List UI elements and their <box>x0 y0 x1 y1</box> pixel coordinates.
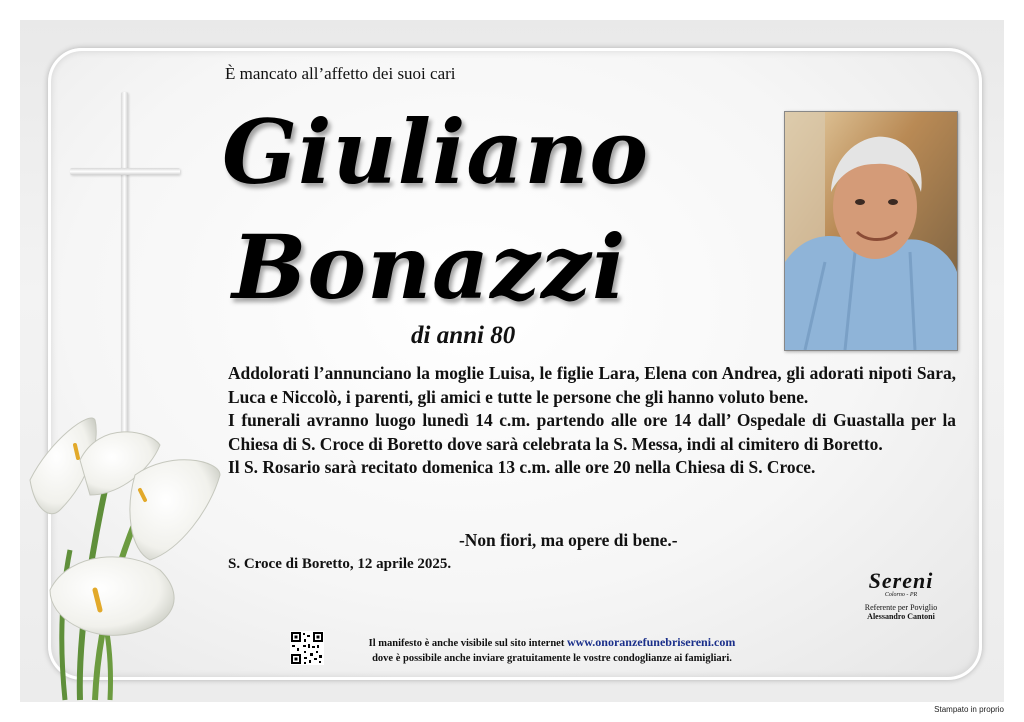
motto-text: -Non fiori, ma opere di bene.- <box>459 530 678 550</box>
announcement-paragraph-rosary: Il S. Rosario sarà recitato domenica 13 c.m. alle ore 20 nella Chiesa di S. Croce. <box>228 457 816 478</box>
agency-referent-label: Referente per Poviglio <box>864 603 938 612</box>
intro-text: È mancato all’affetto dei suoi cari <box>225 64 456 83</box>
qr-code-icon[interactable] <box>290 631 324 665</box>
footer-note <box>336 635 768 666</box>
deceased-last-name: Bonazzi <box>232 215 627 319</box>
agency-location: Colorno - PR <box>884 592 918 598</box>
calla-lilies-image <box>20 400 230 702</box>
website-link[interactable]: www.onoranzefunebrisereni.com <box>566 635 736 649</box>
agency-name: Sereni <box>868 568 934 593</box>
announcement-paragraph-family: Addolorati l’annunciano la moglie Luisa, le figlie Lara, Elena con Andrea, gli adorati nipoti Sara, Luca e Niccolò, i parenti, gli amici e tutte le persone che gli hanno voluto bene. <box>228 363 956 407</box>
announcement-paragraph-funeral: I funerali avranno luogo lunedì 14 c.m. partendo alle ore 14 dall’ Ospedale di Guastalla per la Chiesa di S. Croce di Boretto dove sarà celebrata la S. Messa, indi al cimitero di Boretto. <box>228 410 956 454</box>
announcement-text <box>228 362 956 480</box>
footer-line-1-text: Il manifesto è anche visibile sul sito internet <box>368 638 565 649</box>
footer-line-1 <box>336 635 768 651</box>
deceased-age: di anni 80 <box>411 322 516 349</box>
cross-icon-bar <box>70 168 180 175</box>
place-date: S. Croce di Boretto, 12 aprile 2025. <box>228 556 452 572</box>
agency-referent-name: Alessandro Cantoni <box>867 612 935 621</box>
print-note: Stampato in proprio <box>934 705 1004 714</box>
portrait-photo <box>784 111 958 351</box>
deceased-first-name: Giuliano <box>222 100 650 204</box>
agency-logo <box>838 568 964 621</box>
footer-line-2: dove è possibile anche inviare gratuitamente le vostre condoglianze ai famigliari. <box>372 653 732 664</box>
